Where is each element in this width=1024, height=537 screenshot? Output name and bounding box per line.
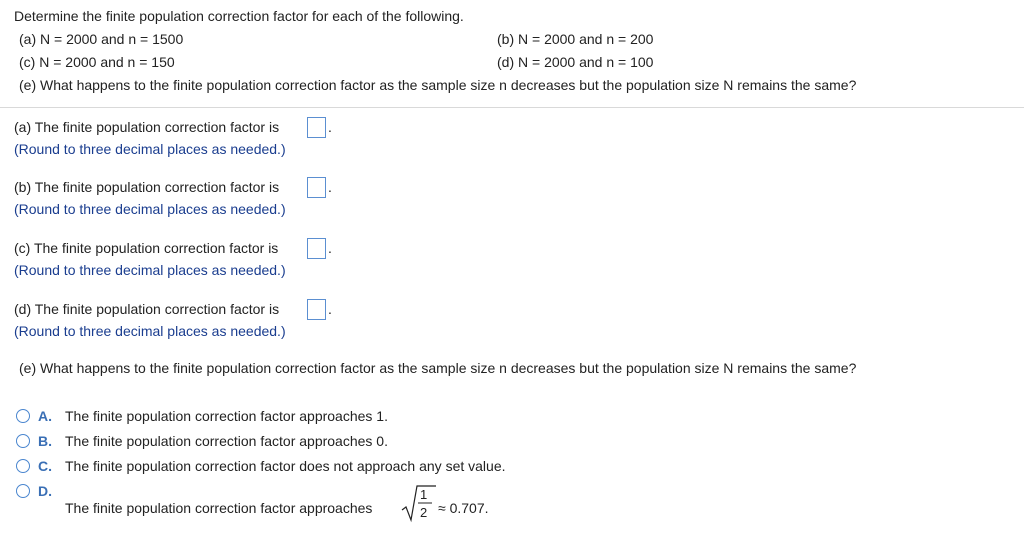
option-d-letter: D. [38,483,52,499]
problem-part-e: (e) What happens to the finite population correction factor as the sample size n decreases but the population size N remains the same? [19,77,857,93]
answer-c-input[interactable] [307,238,326,259]
option-c-letter: C. [38,458,52,474]
option-a-letter: A. [38,408,52,424]
option-d-text: The finite population correction factor approaches [65,500,373,516]
answer-b-round-note: (Round to three decimal places as needed.) [14,201,286,217]
option-a-text: The finite population correction factor approaches 1. [65,408,388,424]
option-d-radio[interactable] [16,484,30,498]
option-d-fraction-numerator: 1 [420,487,428,502]
problem-part-b: (b) N = 2000 and n = 200 [497,31,654,47]
answer-c-period: . [328,240,332,256]
option-c-radio[interactable] [16,459,30,473]
problem-intro: Determine the finite population correction factor for each of the following. [14,8,464,24]
answer-a-round-note: (Round to three decimal places as needed.) [14,141,286,157]
problem-part-d: (d) N = 2000 and n = 100 [497,54,654,70]
answer-d-prompt: (d) The finite population correction factor is [14,301,280,317]
option-c-text: The finite population correction factor does not approach any set value. [65,458,506,474]
question-e-text: (e) What happens to the finite population correction factor as the sample size n decreases but the population size N remains the same? [19,360,857,376]
sqrt-symbol-icon [400,483,436,523]
problem-part-c: (c) N = 2000 and n = 150 [19,54,175,70]
option-b-radio[interactable] [16,434,30,448]
section-divider [0,107,1024,108]
answer-a-period: . [328,119,332,135]
answer-b-prompt: (b) The finite population correction factor is [14,179,280,195]
option-b-text: The finite population correction factor approaches 0. [65,433,388,449]
option-b-letter: B. [38,433,52,449]
option-d-fraction-denominator: 2 [420,505,428,520]
option-d-approx-value: ≈ 0.707. [438,500,489,516]
answer-c-prompt: (c) The finite population correction factor is [14,240,279,256]
answer-d-input[interactable] [307,299,326,320]
answer-b-input[interactable] [307,177,326,198]
option-a-radio[interactable] [16,409,30,423]
answer-a-input[interactable] [307,117,326,138]
answer-a-prompt: (a) The finite population correction factor is [14,119,280,135]
problem-part-a: (a) N = 2000 and n = 1500 [19,31,184,47]
answer-d-period: . [328,301,332,317]
answer-b-period: . [328,179,332,195]
answer-d-round-note: (Round to three decimal places as needed.) [14,323,286,339]
answer-c-round-note: (Round to three decimal places as needed.) [14,262,286,278]
